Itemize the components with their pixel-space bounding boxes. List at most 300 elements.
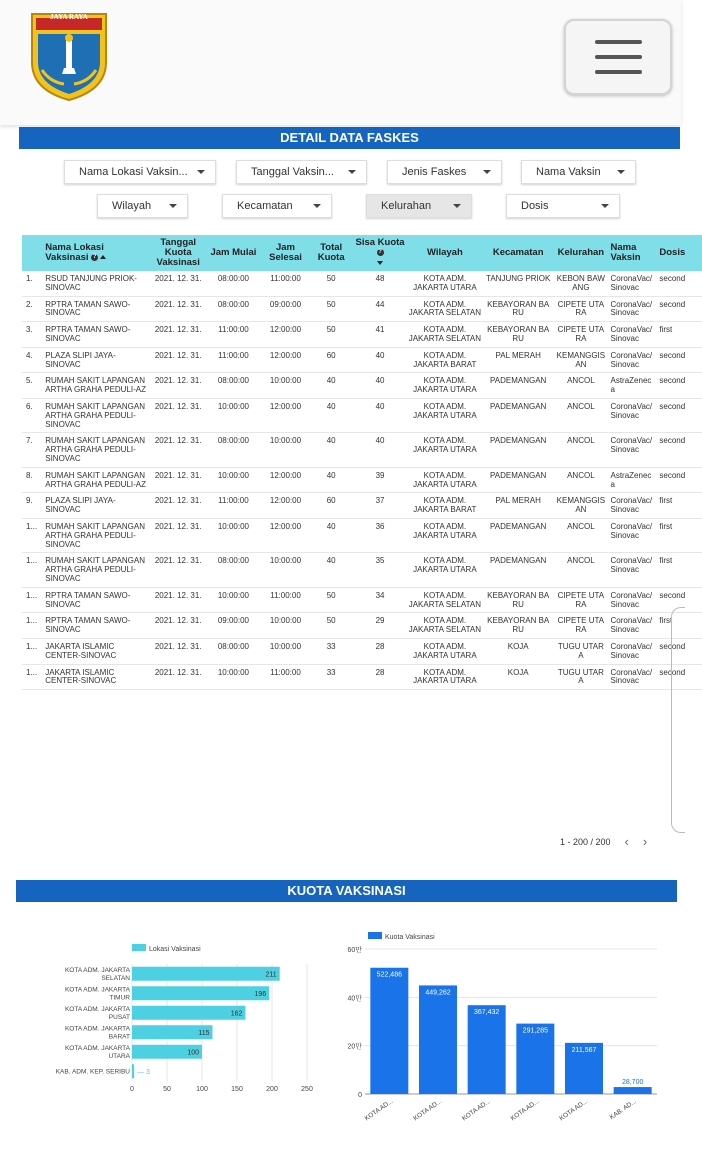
data-label: 367,432 — [474, 1009, 500, 1017]
cell-wilayah: KOTA ADM. JAKARTA BARAT — [407, 493, 484, 519]
filter-dosis[interactable] — [506, 194, 620, 218]
cell-sisa-kuota: 34 — [354, 587, 407, 613]
col-header-jam-mulai[interactable]: Jam Mulai — [210, 247, 257, 259]
cell-lokasi: RSUD TANJUNG PRIOK-SINOVAC — [43, 271, 151, 296]
table-row[interactable] — [22, 664, 702, 690]
cell-tanggal: 2021. 12. 31. — [152, 347, 205, 373]
cell-kecamatan: KOJA — [483, 664, 553, 690]
table-scrollbar[interactable] — [671, 607, 685, 833]
cell-jam-selesai: 12:00:00 — [262, 518, 309, 552]
dropdown-caret-icon — [453, 204, 461, 208]
cell-number: 4. — [22, 347, 43, 373]
dropdown-caret-icon — [348, 170, 356, 174]
cell-dosis: first — [657, 553, 702, 587]
col-header-tanggal[interactable]: Tanggal Kuota Vaksinasi — [156, 237, 200, 268]
table-row[interactable] — [22, 467, 702, 493]
data-label: 449,262 — [425, 989, 451, 997]
table-row[interactable] — [22, 347, 702, 373]
cell-lokasi: RPTRA TAMAN SAWO-SINOVAC — [43, 296, 151, 322]
cell-sisa-kuota: 40 — [354, 433, 407, 467]
table-row[interactable] — [22, 553, 702, 587]
y-category-label: KOTA ADM. JAKARTA — [64, 986, 130, 994]
y-category-label: KOTA ADM. JAKARTA — [64, 966, 130, 974]
cell-total-kuota: 50 — [309, 613, 354, 639]
x-category-label: KOTA AD... — [412, 1097, 444, 1123]
cell-nama-vaksin: CoronaVac/Sinovac — [609, 664, 658, 690]
cell-kecamatan: PADEMANGAN — [483, 553, 553, 587]
cell-jam-selesai: 12:00:00 — [262, 493, 309, 519]
filter-label: Kelurahan — [381, 200, 432, 212]
cell-tanggal: 2021. 12. 31. — [152, 493, 205, 519]
data-label: — 3 — [137, 1068, 150, 1076]
data-label: 28,700 — [621, 1079, 644, 1087]
cell-kecamatan: PADEMANGAN — [483, 518, 553, 552]
cell-jam-mulai: 08:00:00 — [205, 373, 262, 399]
data-label: 100 — [187, 1049, 199, 1057]
filter-kecamatan[interactable] — [222, 194, 332, 218]
cell-number: 1. — [22, 271, 43, 296]
cell-kecamatan: PADEMANGAN — [483, 373, 553, 399]
cell-jam-selesai: 12:00:00 — [262, 347, 309, 373]
cell-wilayah: KOTA ADM. JAKARTA UTARA — [407, 271, 484, 296]
cell-dosis: second — [657, 467, 702, 493]
info-icon[interactable]: ? — [378, 249, 382, 255]
cell-jam-mulai: 10:00:00 — [205, 664, 262, 690]
cell-kelurahan: TUGU UTARA — [553, 664, 608, 690]
cell-total-kuota: 50 — [309, 296, 354, 322]
col-header-kelurahan[interactable]: Kelurahan — [557, 247, 605, 259]
cell-nama-vaksin: CoronaVac/Sinovac — [609, 347, 658, 373]
cell-wilayah: KOTA ADM. JAKARTA UTARA — [407, 467, 484, 493]
cell-kecamatan: KOJA — [483, 638, 553, 664]
cell-kelurahan: ANCOL — [553, 467, 608, 493]
cell-total-kuota: 33 — [309, 638, 354, 664]
cell-dosis: second — [657, 271, 702, 296]
cell-number: 8. — [22, 467, 43, 493]
cell-sisa-kuota: 29 — [354, 613, 407, 639]
cell-kelurahan: KEMANGGISAN — [553, 493, 608, 519]
cell-tanggal: 2021. 12. 31. — [152, 398, 205, 432]
cell-wilayah: KOTA ADM. JAKARTA UTARA — [407, 638, 484, 664]
dropdown-caret-icon — [197, 170, 205, 174]
cell-number: 6. — [22, 398, 43, 432]
cell-kelurahan: CIPETE UTARA — [553, 322, 608, 348]
cell-jam-mulai: 09:00:00 — [205, 613, 262, 639]
cell-jam-mulai: 11:00:00 — [205, 493, 262, 519]
cell-lokasi: RUMAH SAKIT LAPANGAN ARTHA GRAHA PEDULI-AZ — [43, 467, 151, 493]
cell-number: 3. — [22, 322, 43, 348]
cell-wilayah: KOTA ADM. JAKARTA SELATAN — [407, 322, 484, 348]
cell-tanggal: 2021. 12. 31. — [152, 467, 205, 493]
cell-nama-vaksin: CoronaVac/Sinovac — [609, 493, 658, 519]
cell-wilayah: KOTA ADM. JAKARTA UTARA — [407, 553, 484, 587]
cell-number: 5. — [22, 373, 43, 399]
col-header-lokasi[interactable] — [43, 235, 151, 271]
x-tick-label: 200 — [266, 1086, 278, 1093]
dropdown-caret-icon — [601, 204, 609, 208]
cell-kelurahan: ANCOL — [553, 398, 608, 432]
cell-lokasi: PLAZA SLIPI JAYA-SINOVAC — [43, 347, 151, 373]
data-label: 196 — [254, 990, 267, 998]
menu-icon-line — [595, 55, 642, 59]
bar — [370, 968, 408, 1094]
cell-sisa-kuota: 39 — [354, 467, 407, 493]
table-row[interactable] — [22, 493, 702, 519]
cell-sisa-kuota: 44 — [354, 296, 407, 322]
col-header-jam-selesai[interactable]: Jam Selesai — [269, 242, 302, 263]
data-label: 211 — [265, 971, 277, 979]
next-page-icon[interactable]: › — [642, 834, 648, 849]
cell-total-kuota: 60 — [309, 347, 354, 373]
bar — [132, 967, 280, 981]
cell-kecamatan: KEBAYORAN BARU — [483, 296, 553, 322]
cell-total-kuota: 50 — [309, 271, 354, 296]
cell-kecamatan: KEBAYORAN BARU — [483, 587, 553, 613]
cell-nama-vaksin: CoronaVac/Sinovac — [609, 322, 658, 348]
cell-total-kuota: 40 — [309, 373, 354, 399]
cell-lokasi: RUMAH SAKIT LAPANGAN ARTHA GRAHA PEDULI-SINOVAC — [43, 433, 151, 467]
cell-wilayah: KOTA ADM. JAKARTA UTARA — [407, 398, 484, 432]
cell-nama-vaksin: CoronaVac/Sinovac — [609, 271, 658, 296]
prev-page-icon[interactable]: ‹ — [624, 834, 629, 849]
filter-jenis-faskes[interactable] — [387, 160, 502, 184]
cell-jam-selesai: 11:00:00 — [262, 587, 309, 613]
cell-kecamatan: PADEMANGAN — [483, 433, 553, 467]
cell-jam-mulai: 08:00:00 — [205, 553, 262, 587]
y-category-label: UTARA — [108, 1052, 130, 1060]
cell-total-kuota: 60 — [309, 493, 354, 519]
y-category-label: BARAT — [108, 1033, 130, 1041]
table-header-row — [22, 235, 702, 271]
cell-nama-vaksin: CoronaVac/Sinovac — [609, 433, 658, 467]
col-header-sisa-kuota[interactable] — [354, 235, 407, 271]
cell-kelurahan: KEBON BAWANG — [553, 271, 608, 296]
y-category-label: PUSAT — [108, 1013, 130, 1021]
cell-dosis: second — [657, 373, 702, 399]
cell-lokasi: RPTRA TAMAN SAWO-SINOVAC — [43, 587, 151, 613]
filter-nama-vaksin[interactable] — [521, 160, 636, 184]
x-category-label: KAB. AD... — [608, 1097, 638, 1122]
y-tick-label: 60만 — [347, 947, 362, 954]
x-tick-label: 50 — [163, 1086, 171, 1093]
cell-kelurahan: CIPETE UTARA — [553, 613, 608, 639]
x-category-label: KOTA AD... — [460, 1097, 492, 1123]
data-label: 211,567 — [571, 1046, 597, 1054]
bar — [132, 986, 269, 1000]
cell-nama-vaksin: CoronaVac/Sinovac — [609, 518, 658, 552]
cell-number: 2. — [22, 296, 43, 322]
x-category-label: KOTA AD... — [558, 1097, 590, 1123]
cell-kelurahan: TUGU UTARA — [553, 638, 608, 664]
bar — [419, 985, 457, 1094]
dropdown-caret-icon — [483, 170, 491, 174]
dropdown-caret-icon — [313, 204, 321, 208]
cell-jam-mulai: 08:00:00 — [205, 271, 262, 296]
x-tick-label: 100 — [196, 1086, 208, 1093]
table-row[interactable] — [22, 373, 702, 399]
x-category-label: KOTA AD... — [363, 1097, 395, 1123]
cell-sisa-kuota: 40 — [354, 398, 407, 432]
cell-kelurahan: KEMANGGISAN — [553, 347, 608, 373]
legend-swatch — [132, 944, 146, 951]
cell-number: 7. — [22, 433, 43, 467]
data-label: 522,486 — [376, 971, 402, 979]
cell-sisa-kuota: 37 — [354, 493, 407, 519]
menu-icon-line — [595, 70, 642, 74]
cell-lokasi: RUMAH SAKIT LAPANGAN ARTHA GRAHA PEDULI-SINOVAC — [43, 398, 151, 432]
cell-lokasi: JAKARTA ISLAMIC CENTER-SINOVAC — [43, 638, 151, 664]
cell-nama-vaksin: CoronaVac/Sinovac — [609, 587, 658, 613]
cell-dosis: second — [657, 433, 702, 467]
cell-sisa-kuota: 40 — [354, 373, 407, 399]
col-header-kecamatan[interactable]: Kecamatan — [492, 247, 544, 259]
cell-dosis: second — [657, 664, 702, 690]
cell-jam-mulai: 08:00:00 — [205, 638, 262, 664]
cell-dosis: first — [657, 613, 702, 639]
filter-tanggal[interactable] — [236, 160, 367, 184]
cell-tanggal: 2021. 12. 31. — [152, 613, 205, 639]
cell-jam-selesai: 12:00:00 — [262, 322, 309, 348]
cell-tanggal: 2021. 12. 31. — [152, 373, 205, 399]
cell-lokasi: RPTRA TAMAN SAWO-SINOVAC — [43, 613, 151, 639]
filter-label: Dosis — [521, 200, 549, 212]
x-tick-label: 0 — [130, 1086, 134, 1093]
filter-label: Nama Vaksin — [536, 166, 601, 178]
col-header-total-kuota[interactable]: Total Kuota — [317, 242, 345, 263]
cell-jam-selesai: 10:00:00 — [262, 613, 309, 639]
filter-label: Jenis Faskes — [402, 166, 467, 178]
cell-tanggal: 2021. 12. 31. — [152, 664, 205, 690]
filter-label: Tanggal Vaksin... — [251, 166, 334, 178]
bar — [132, 1006, 245, 1020]
col-header-number — [22, 235, 43, 271]
y-category-label: KOTA ADM. JAKARTA — [64, 1025, 130, 1033]
col-header-dosis[interactable]: Dosis — [659, 247, 686, 259]
cell-total-kuota: 40 — [309, 553, 354, 587]
cell-wilayah: KOTA ADM. JAKARTA UTARA — [407, 518, 484, 552]
cell-lokasi: RUMAH SAKIT LAPANGAN ARTHA GRAHA PEDULI-SINOVAC — [43, 553, 151, 587]
cell-sisa-kuota: 40 — [354, 347, 407, 373]
jakarta-logo — [28, 10, 110, 102]
cell-dosis: first — [657, 322, 702, 348]
cell-wilayah: KOTA ADM. JAKARTA SELATAN — [407, 587, 484, 613]
legend-swatch — [368, 932, 382, 939]
filter-nama-lokasi[interactable] — [64, 160, 216, 184]
table-row[interactable] — [22, 271, 702, 296]
cell-wilayah: KOTA ADM. JAKARTA UTARA — [407, 433, 484, 467]
cell-sisa-kuota: 28 — [354, 638, 407, 664]
cell-number: 1... — [22, 613, 43, 639]
cell-jam-selesai: 10:00:00 — [262, 638, 309, 664]
cell-wilayah: KOTA ADM. JAKARTA UTARA — [407, 664, 484, 690]
cell-tanggal: 2021. 12. 31. — [152, 638, 205, 664]
cell-dosis: first — [657, 493, 702, 519]
cell-jam-mulai: 10:00:00 — [205, 518, 262, 552]
table-row[interactable] — [22, 638, 702, 664]
cell-kelurahan: ANCOL — [553, 433, 608, 467]
cell-kecamatan: KEBAYORAN BARU — [483, 322, 553, 348]
y-tick-label: 0 — [358, 1092, 362, 1099]
cell-kelurahan: ANCOL — [553, 373, 608, 399]
filter-kelurahan[interactable] — [366, 194, 472, 218]
header-label: Sisa Kuota — [355, 237, 405, 249]
x-category-label: KOTA AD... — [509, 1097, 541, 1123]
cell-jam-mulai: 08:00:00 — [205, 296, 262, 322]
cell-wilayah: KOTA ADM. JAKARTA SELATAN — [407, 613, 484, 639]
cell-dosis: second — [657, 347, 702, 373]
logo-text: JAYA RAYA — [50, 13, 88, 21]
cell-dosis: second — [657, 638, 702, 664]
info-icon[interactable]: ? — [92, 253, 97, 260]
cell-sisa-kuota: 35 — [354, 553, 407, 587]
filter-label: Nama Lokasi Vaksin... — [79, 166, 188, 178]
cell-jam-selesai: 10:00:00 — [262, 553, 309, 587]
cell-wilayah: KOTA ADM. JAKARTA BARAT — [407, 347, 484, 373]
lokasi-vaksinasi-chart — [50, 940, 325, 1100]
table-row[interactable] — [22, 613, 702, 639]
filter-label: Kecamatan — [237, 200, 293, 212]
detail-section-title: DETAIL DATA FASKES — [19, 127, 680, 149]
cell-kelurahan: CIPETE UTARA — [553, 296, 608, 322]
sort-asc-icon — [100, 255, 106, 259]
cell-jam-selesai: 10:00:00 — [262, 373, 309, 399]
cell-sisa-kuota: 48 — [354, 271, 407, 296]
cell-wilayah: KOTA ADM. JAKARTA SELATAN — [407, 296, 484, 322]
cell-dosis: first — [657, 518, 702, 552]
cell-jam-selesai: 10:00:00 — [262, 433, 309, 467]
table-row[interactable] — [22, 518, 702, 552]
bar — [132, 1064, 134, 1078]
menu-icon-line — [595, 40, 642, 44]
cell-lokasi: PLAZA SLIPI JAYA-SINOVAC — [43, 493, 151, 519]
y-category-label: KOTA ADM. JAKARTA — [64, 1005, 130, 1013]
cell-number: 9. — [22, 493, 43, 519]
cell-nama-vaksin: CoronaVac/Sinovac — [609, 296, 658, 322]
dropdown-caret-icon — [169, 204, 177, 208]
cell-number: 1... — [22, 664, 43, 690]
y-category-label: KAB. ADM. KEP. SERIBU — [55, 1068, 130, 1076]
cell-total-kuota: 40 — [309, 518, 354, 552]
cell-nama-vaksin: CoronaVac/Sinovac — [609, 613, 658, 639]
cell-number: 1... — [22, 638, 43, 664]
cell-wilayah: KOTA ADM. JAKARTA UTARA — [407, 373, 484, 399]
cell-total-kuota: 40 — [309, 433, 354, 467]
cell-jam-selesai: 12:00:00 — [262, 398, 309, 432]
cell-lokasi: RUMAH SAKIT LAPANGAN ARTHA GRAHA PEDULI-SINOVAC — [43, 518, 151, 552]
y-tick-label: 20만 — [347, 1043, 362, 1051]
cell-nama-vaksin: CoronaVac/Sinovac — [609, 553, 658, 587]
faskes-table-container — [22, 235, 686, 835]
top-bar — [0, 0, 681, 125]
kuota-vaksinasi-chart — [335, 925, 670, 1125]
data-label: 115 — [198, 1029, 210, 1037]
cell-jam-mulai: 08:00:00 — [205, 433, 262, 467]
cell-nama-vaksin: AstraZeneca — [609, 467, 658, 493]
col-header-nama-vaksin[interactable]: Nama Vaksin — [610, 242, 641, 263]
cell-kecamatan: PADEMANGAN — [483, 467, 553, 493]
legend-label: Lokasi Vaksinasi — [149, 946, 201, 953]
cell-jam-mulai: 10:00:00 — [205, 398, 262, 432]
cell-kelurahan: CIPETE UTARA — [553, 587, 608, 613]
cell-tanggal: 2021. 12. 31. — [152, 271, 205, 296]
filter-label: Wilayah — [112, 200, 152, 212]
cell-kecamatan: PADEMANGAN — [483, 398, 553, 432]
cell-jam-selesai: 09:00:00 — [262, 296, 309, 322]
legend-label: Kuota Vaksinasi — [385, 934, 435, 941]
table-row[interactable] — [22, 587, 702, 613]
cell-tanggal: 2021. 12. 31. — [152, 322, 205, 348]
faskes-table — [22, 235, 702, 690]
bar — [468, 1005, 506, 1094]
y-category-label: KOTA ADM. JAKARTA — [64, 1044, 130, 1052]
cell-tanggal: 2021. 12. 31. — [152, 433, 205, 467]
cell-total-kuota: 50 — [309, 322, 354, 348]
cell-dosis: second — [657, 398, 702, 432]
cell-kecamatan: PAL MERAH — [483, 347, 553, 373]
table-row[interactable] — [22, 398, 702, 432]
pagination-range: 1 - 200 / 200 — [560, 836, 611, 847]
cell-sisa-kuota: 36 — [354, 518, 407, 552]
table-row[interactable] — [22, 433, 702, 467]
cell-jam-mulai: 11:00:00 — [205, 322, 262, 348]
cell-total-kuota: 40 — [309, 467, 354, 493]
table-row[interactable] — [22, 322, 702, 348]
data-label: 291,285 — [522, 1027, 548, 1035]
cell-tanggal: 2021. 12. 31. — [152, 518, 205, 552]
cell-number: 1... — [22, 518, 43, 552]
filter-wilayah[interactable] — [97, 194, 188, 218]
cell-total-kuota: 50 — [309, 587, 354, 613]
cell-sisa-kuota: 28 — [354, 664, 407, 690]
cell-jam-mulai: 10:00:00 — [205, 467, 262, 493]
cell-dosis: second — [657, 587, 702, 613]
x-tick-label: 150 — [231, 1086, 243, 1093]
data-label: 162 — [230, 1010, 243, 1018]
cell-nama-vaksin: CoronaVac/Sinovac — [609, 398, 658, 432]
hamburger-menu-button[interactable] — [564, 19, 672, 95]
table-row[interactable] — [22, 296, 702, 322]
y-category-label: TIMUR — [109, 994, 130, 1002]
cell-number: 1... — [22, 587, 43, 613]
col-header-wilayah[interactable]: Wilayah — [426, 247, 463, 259]
dropdown-caret-icon — [617, 170, 625, 174]
cell-kecamatan: PAL MERAH — [483, 493, 553, 519]
cell-tanggal: 2021. 12. 31. — [152, 296, 205, 322]
cell-dosis: second — [657, 296, 702, 322]
x-tick-label: 250 — [301, 1086, 313, 1093]
cell-tanggal: 2021. 12. 31. — [152, 553, 205, 587]
cell-lokasi: RUMAH SAKIT LAPANGAN ARTHA GRAHA PEDULI-AZ — [43, 373, 151, 399]
pagination — [560, 834, 647, 849]
cell-total-kuota: 40 — [309, 398, 354, 432]
bar — [614, 1087, 652, 1094]
sort-desc-icon — [377, 261, 383, 265]
cell-jam-selesai: 11:00:00 — [262, 271, 309, 296]
y-category-label: SELATAN — [101, 974, 130, 982]
cell-number: 1... — [22, 553, 43, 587]
cell-kecamatan: TANJUNG PRIOK — [483, 271, 553, 296]
y-tick-label: 40만 — [347, 995, 362, 1003]
cell-kelurahan: ANCOL — [553, 553, 608, 587]
cell-kecamatan: KEBAYORAN BARU — [483, 613, 553, 639]
cell-tanggal: 2021. 12. 31. — [152, 587, 205, 613]
header-label: Nama Lokasi Vaksinasi — [45, 242, 104, 263]
cell-jam-mulai: 11:00:00 — [205, 347, 262, 373]
kuota-section-title: KUOTA VAKSINASI — [16, 880, 677, 902]
cell-total-kuota: 33 — [309, 664, 354, 690]
cell-nama-vaksin: AstraZeneca — [609, 373, 658, 399]
cell-jam-selesai: 12:00:00 — [262, 467, 309, 493]
